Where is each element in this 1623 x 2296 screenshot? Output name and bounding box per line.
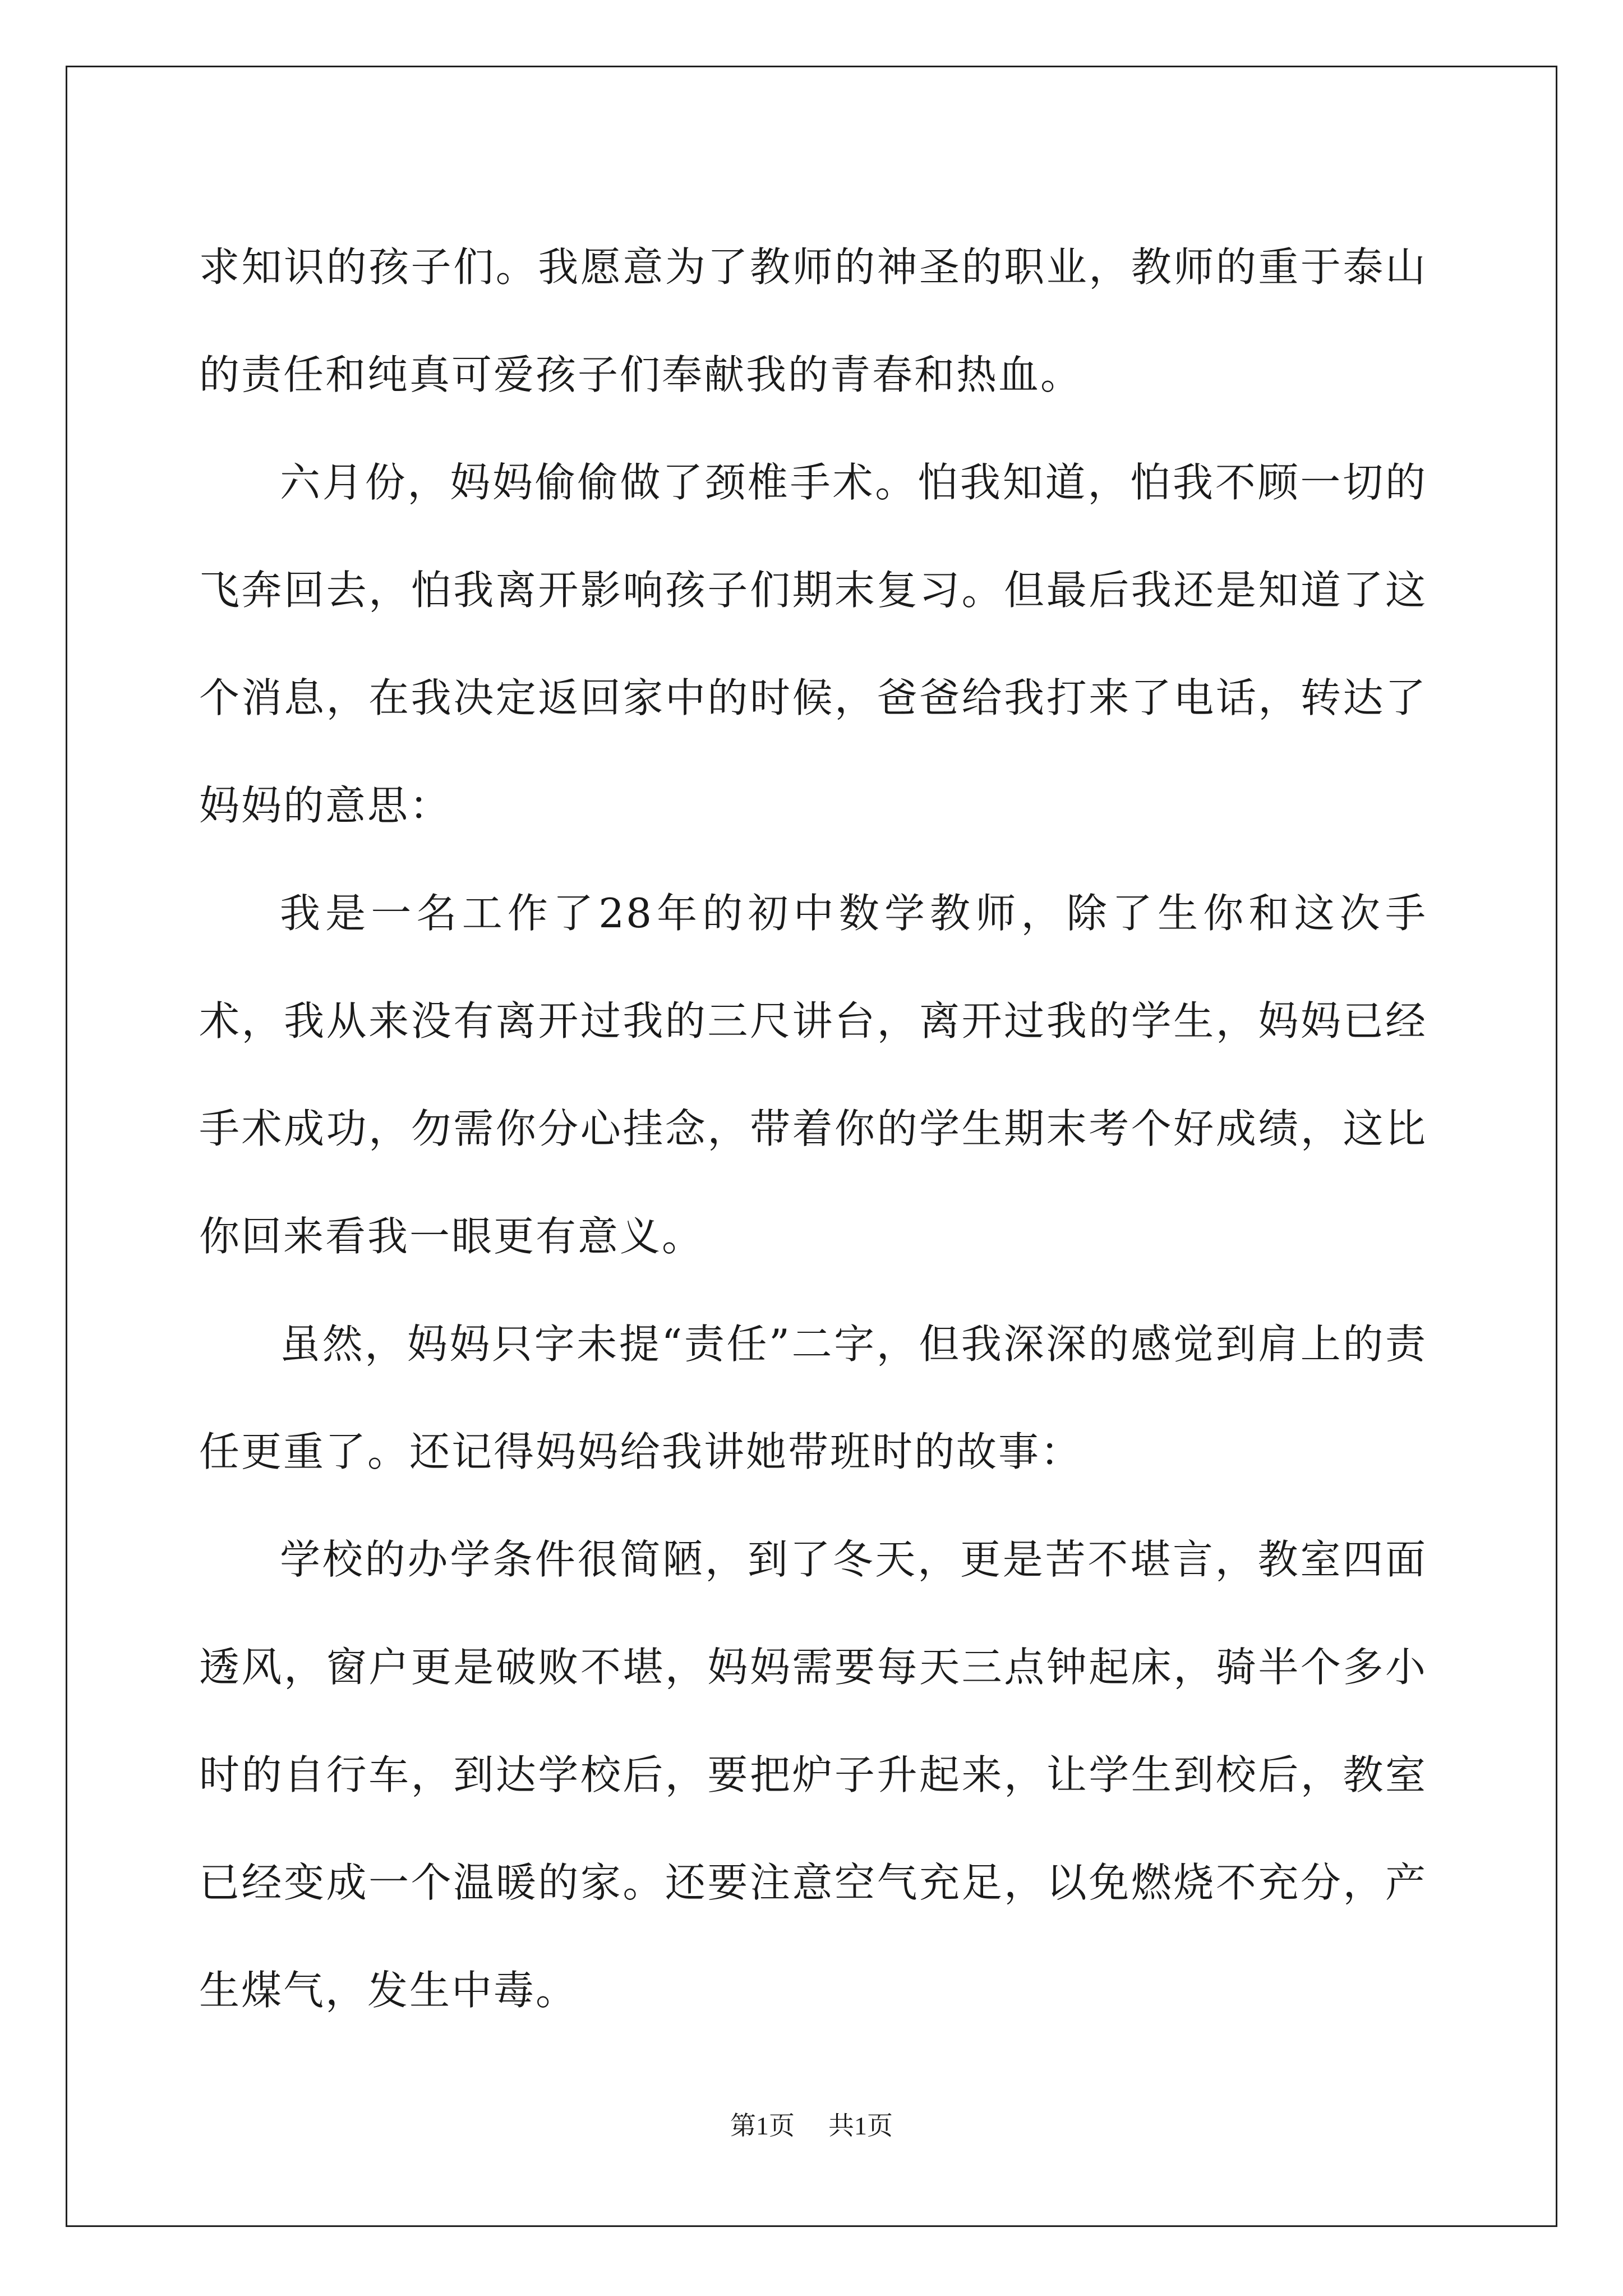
page-total: 共1页 xyxy=(828,2111,893,2140)
paragraph-3: 我是一名工作了28年的初中数学教师，除了生你和这次手术，我从来没有离开过我的三尺讲台，离开过我的学生，妈妈已经手术成功，勿需你分心挂念，带着你的学生期末考个好成绩，这比你回来看我一眼更有意义。 xyxy=(199,890,1427,1260)
paragraph-1: 求知识的孩子们。我愿意为了教师的神圣的职业，教师的重于泰山的责任和纯真可爱孩子们奉献我的青春和热血。 xyxy=(199,243,1427,398)
page-number: 第1页 xyxy=(730,2111,795,2140)
paragraph-5: 学校的办学条件很简陋，到了冬天，更是苦不堪言，教室四面透风，窗户更是破败不堪，妈妈需要每天三点钟起床，骑半个多小时的自行车，到达学校后，要把炉子升起来，让学生到校后，教室已经变成一个温暖的家。还要注意空气充足，以免燃烧不充分，产生煤气，发生中毒。 xyxy=(199,1536,1427,2014)
document-body xyxy=(199,213,1427,2044)
paragraph-4: 虽然，妈妈只字未提“责任”二字，但我深深的感觉到肩上的责任更重了。还记得妈妈给我讲她带班时的故事： xyxy=(199,1320,1427,1475)
page-footer xyxy=(0,2109,1623,2143)
paragraph-2: 六月份，妈妈偷偷做了颈椎手术。怕我知道，怕我不顾一切的飞奔回去，怕我离开影响孩子们期末复习。但最后我还是知道了这个消息，在我决定返回家中的时候，爸爸给我打来了电话，转达了妈妈的意思： xyxy=(199,459,1427,829)
